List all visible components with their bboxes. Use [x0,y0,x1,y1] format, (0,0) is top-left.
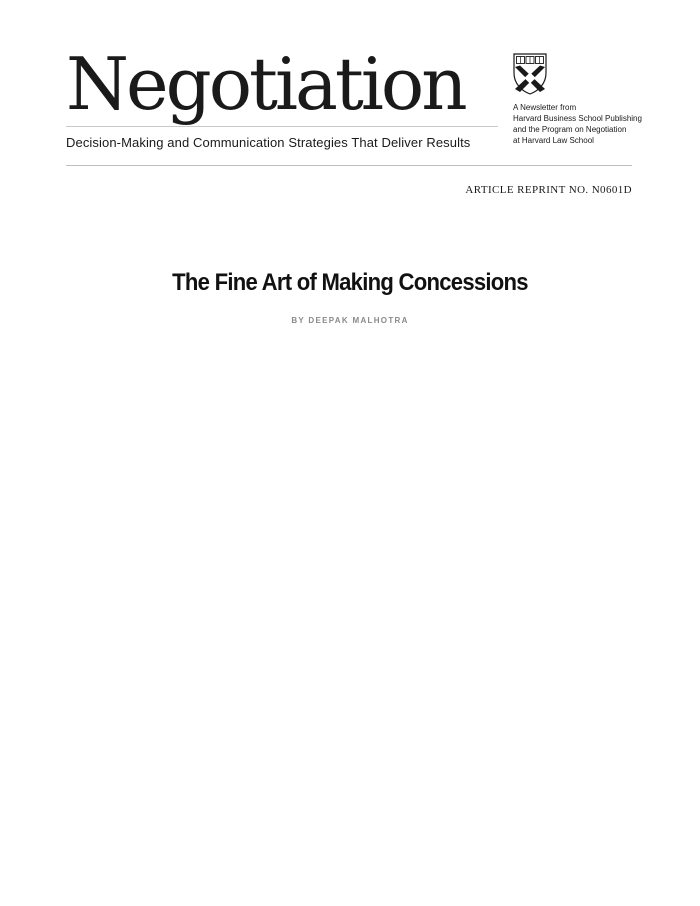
reprint-number: ARTICLE REPRINT NO. N0601D [465,184,632,196]
publisher-line: and the Program on Negotiation [513,125,627,134]
article-byline: BY DEEPAK MALHOTRA [291,316,409,325]
publisher-line: Harvard Business School Publishing [513,114,642,123]
header-divider [66,165,632,166]
article-title: The Fine Art of Making Concessions [172,269,528,296]
masthead-divider [66,126,498,127]
publisher-info [513,102,643,146]
masthead-title: Negotiation [66,42,465,126]
masthead-subtitle: Decision-Making and Communication Strategies That Deliver Results [66,135,471,150]
publisher-line: A Newsletter from [513,103,577,112]
masthead [66,42,642,158]
harvard-shield-icon [513,53,547,95]
publisher-line: at Harvard Law School [513,136,594,145]
